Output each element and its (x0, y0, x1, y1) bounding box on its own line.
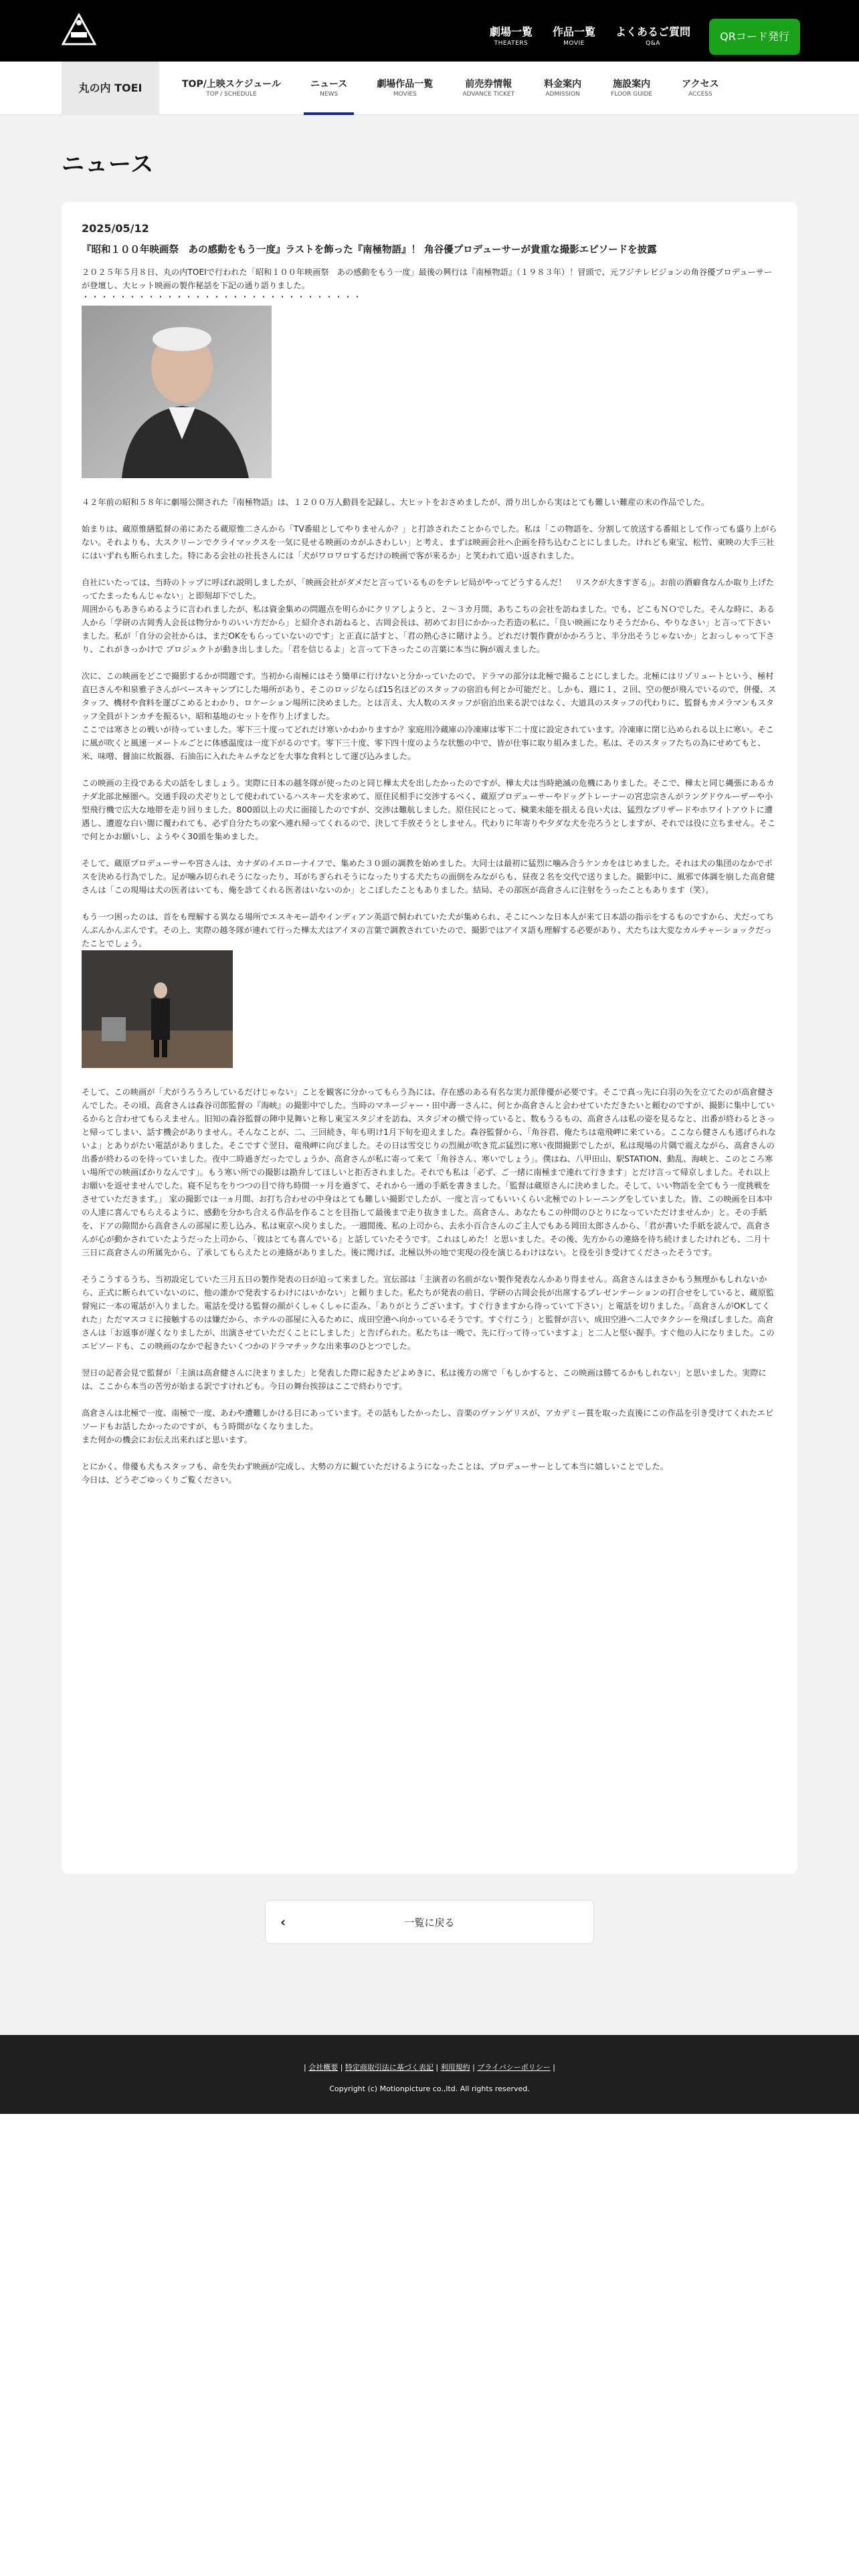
article-paragraph: とにかく、俳優も犬もスタッフも、命を失わず映画が完成し、大勢の方に観ていただけるようになったことは、プロデューサーとして本当に嬉しいことでした。 今日は、どうぞごゆっくりご覧ください。 (82, 1462, 668, 1485)
theater-home-tab[interactable]: 丸の内 TOEI (62, 62, 159, 115)
tab-advance-ticket[interactable]: 前売券情報 ADVANCE TICKET (462, 78, 515, 98)
article-paragraph: 高倉さんは北極で一度、南極で一度、あわや遭難しかける目にあっています。その話もしたかったし、音楽のヴァンゲリスが、アカデミー賞を取った直後にこの作品を引き受けてくれたエピソードもお話したかったのですが、もう時間がなくなりました。 また何かの機会にお伝え出来ればと思います。 (82, 1408, 774, 1444)
back-to-list-button[interactable]: ‹ 一覧に戻る (265, 1900, 594, 1944)
page-title: ニュース (62, 151, 155, 178)
footer-link-company[interactable]: 会社概要 (308, 2063, 339, 2072)
article-paragraph: この映画の主役である犬の話をしましょう。実際に日本の越冬隊が使ったのと同じ樺太犬を出したかったのですが、樺太犬は当時絶滅の危機にありました。そこで、樺太と同じ縄張にあるカナダ北部北極圏へ。交通手段の犬ぞりとして使われているハスキー犬を求めて、原住民相手に交渉するべく、蔵原プロデューサーやドッグトレーナーの宮忠宗さんがラングドウルーザーや小型飛行機で広大な地帯を走り回りました。800頭以上の犬に面接したのですが、交渉は難航しました。原住民にとって、穢業未能を損える良い犬は、猛烈なブリザードやホワイトアウトに遭遇し、遭遊な白い闇に覆われても、必ず自分たちの家へ連れ帰ってくれるので、決して手放そうとしません。代わりに年寄りや夕ダな犬を売ろうとしますが、それでは役に立ちません。そこで何とかお願いし、ようやく30頭を集めました。 (82, 778, 776, 841)
article-paragraph: そうこうするうち、当初設定していた三月五日の製作発表の日が迫って来ました。宣伝部は「主演者の名前がない製作発表なんかあり得ません。高倉さんはまさかもう無理かもしれないから、正式に断られていないのに、他の誰かで発表するわけにはいかない」と頼りました。私たちが発表の前日、学研の古岡会長が出席するプレゼンテーションの打合せをしていると、蔵原監督宛に一本の電話が入りました。電話を受ける監督の顔がくしゃくしゃに歪み、「ありがとうございます。すぐ行きますから待っていて下さい」と電話を切りました。「高倉さんがOKしてくれた」ただマスコミに接触するのは嫌だから、ホテルの部屋に入るために、成田空港へ向かっているそうです。すぐ行こう」と監督が言い、成田空港へ二人でタクシーを飛ばしました。高倉さんは「お返事が遅くなりましたが、出演させていただくことにしました」と告げられた。私たちは一晩で、先に行って待っていますよ」と二人と堅い握手。すぐ他の人になりました。このエピソードも、この映画のなかで起きたいくつかのドラマチックな出来事のひとつでした。 (82, 1275, 775, 1351)
theater-tabs (167, 62, 734, 115)
article-headline: 『昭和１００年映画祭 あの感動をもう一度』ラストを飾った『南極物語』！ 角谷優プロデューサーが貴重な撮影エピソードを披露 (82, 245, 657, 255)
divider-dots: ・・・・・・・・・・・・・・・・・・・・・・・・・・・・・・ (82, 292, 363, 302)
page-bottom-space (0, 2114, 859, 2576)
site-header (0, 0, 859, 62)
nav-movie[interactable]: 作品一覧 MOVIE (552, 25, 595, 47)
tab-top-schedule[interactable]: TOP/上映スケジュール TOP / SCHEDULE (182, 78, 281, 98)
tab-admission[interactable]: 料金案内 ADMISSION (544, 78, 582, 98)
logo-icon (62, 13, 96, 45)
speaker-photo (82, 306, 272, 478)
article-paragraph: 自社にいたっては、当時のトップに呼ばれ説明しましたが、「映画会社がダメだと言っているものをテレビ局がやってどうするんだ！ リスクが大きすぎる」。お前の酒癖食なんか取り上げたってたまったもんじゃない」と即刻却下でした。 周囲からもあきらめるように言われましたが、私は資金集めの問題点を明らかにクリアしようと、２～３カ月間、あちこちの会社を訪ねました。でも、どこもＮＯでした。そんな時に、ある人から「学研の古岡秀人会長は物分かりのいい方だから」と紹介され訪ねると、古岡会長は、初めてお目にかかった若造の私に、「良い映画になりそうだから、やりなさい」と言って下さいました。私が「自分の会社からは、まだOKをもらっていないのです」と正直に話すと、「君の熱心さに賭けよう。どれだけ製作費がかかろうと、半分出そうじゃないか」とおっしゃって下さり、これがきっかけで プロジェクトが動き出しました。「君を信じるよ」と言って下さったこの言葉に本当に胸が震えました。 (82, 578, 775, 654)
tab-movies[interactable]: 劇場作品一覧 MOVIES (377, 78, 434, 98)
copyright: Copyright (c) Motionpicture co.,ltd. All rights reserved. (329, 2084, 530, 2093)
tab-news[interactable]: ニュース NEWS (296, 62, 362, 115)
footer-link-privacy[interactable]: プライバシーポリシー (477, 2063, 551, 2072)
article-paragraph: ４２年前の昭和５８年に劇場公開された『南極物語』は、１２００万人動員を記録し、大ヒットをおさめましたが、滑り出しから実はとても難しい難産の末の作品でした。 (82, 498, 710, 507)
tab-floor-guide[interactable]: 施設案内 FLOOR GUIDE (611, 78, 653, 98)
site-logo[interactable] (62, 13, 96, 45)
article-paragraph: 次に、この映画をどこで撮影するかが問題です。当初から南極にはそう簡単に行けないと分かっていたので、ドラマの部分は北極で撮ることにしました。北極にはリゾリュートという、極村直巳さんや和泉雅子さんがベースキャンプにした場所があり、そこのロッジならば15名ほどのスタッフの宿泊も何とか可能だと。しかも、週に１、２回、空の便が飛んでいるので、併優、スタッフ、機材や食料を運びこめるとわかり、ロケーション場所に決めました。とは言え、大人数のスタッフが宿泊出来る訳ではなく、大道具のスタッフの代わりに、監督もカメラマンもスタッフ全員がトンカチを振るい、昭和基地のセットを作り上げました。 ここでは寒さとの戦いが待っていました。零下三十度ってどれだけ寒いかわかりますか？家庭用冷蔵庫の冷凍庫は零下二十度に設定されています。冷凍庫に閉じ込められる以上に寒い。そこに風が吹くと風速一メートルごとに体感温度は一度下がるのです。零下三十度、零下四十度のような状態の中で、皆が仕事に取り組みました。私は、そのスタッフたちの為にせめてもと、米、味噌、醤油に炊飯器、石油缶に入れたキムチなどを大事な食料として運び込みました。 (82, 671, 777, 761)
article-paragraph: もう一つ困ったのは、首をも理解する異なる場所でエスキモー語やインディアン英語で飼われていた犬が集められ、そこにヘンな日本人が来て日本語の指示をするものですから、犬だってちんぷんかんぷんです。その上、実際の越冬隊が連れて行った樺太犬はアイヌの言葉で調教されていたので、撮影ではアイヌ語も理解する必要があり、犬たちは大変なカルチャーショックだったことでしょう。 (82, 912, 774, 948)
footer-links: | 会社概要 | 特定商取引法に基づく表記 | 利用規約 | プライバシーポリシー | (304, 2063, 555, 2072)
article-paragraph: そして、この映画が「犬がうろうろしているだけじゃない」ことを観客に分かってもらう為には、存在感のある有名な実力派俳優が必要です。そこで真っ先に白羽の矢を立てたのが高倉健さんでした。その頃、高倉さんは森谷司郎監督の『海峡』の撮影中でした。当時のマネージャー・田中壽一さんに、何とか高倉さんと会わせていただきたいと頼むのですが、撮影に集中しているからと合わせてもらえません。旧知の森谷監督の陣中見舞いと称し東宝スタジオを訪ね、スタジオの横で待っていると、数もうるもの、高倉さんは私の姿を見るなと、出番が終わるとさっと帰ってしまい、話す機会がありません。そんなことが、二、三回続き、年も明け1月下旬を迎えました。森谷監督から、「角谷君、俺たちは竜飛岬に来ている。ここなら健さんも逃げられないよ」とありがたい電話がありました。そこですぐ翌日、竜飛岬に向びました。その日は雪交じりの烈風が吹き荒ぶ猛烈に寒い夜間撮影でしたが、私は現場の片隅で震えながら、高倉さんの出番が終わるのを待っていました。夜中二時過ぎだったでしょうか、高倉さんが私に寄って来て「角谷さん、寒いでしょう」。僕はね、八甲田山、駅STATION、動乱、海峡と、このところ寒い場所での映画ばかりなんです」。もう寒い所での撮影は勘弁してほしいと拒否されました。それでも私は「必ず、ご一緒に南極まで連れて行きます」とだけ言って帰京しました。それ以上お願いを返せませんでした。寝不足ちをりつつの目で待ち時間一ヶ月を過ぎて、それから一通の手紙を書きました。「監督は蔵原さんに決めました。そして、いい物語を全てもう一度挑戦をさせていただきます。」 家の撮影では一ヵ月間、お打ち合わせの中身はとても難しい撮影でしたが、一度と言ってもいいくらい北極でのトレーニングをしていました。皆、この映画を日本中の人達に喜んでもらえるように、感動を分かち合える作品を作ることを目指して最後まで走り抜きました。高倉さん、あなたもこの仲間のひとりになっていただけませんか」と。その手紙を、ドアの隙間から高倉さんの部屋に差し込み、私は東京へ戻りました。一週間後、私の上司から、去永小百合さんのご主人でもある岡田太郎さんから、「君が書いた手紙を読んで、高倉さんが心が動かされていたようだった上司から、「彼はとても喜んでいる」と話していたそうです。これはしめた！と思いました。その後、先方からの連絡を待ち続けましたけれども、二月十三日に高倉さんの所属先から、了承してもらえたとの連絡がありました。後に聞けば、北極以外の地で実現の役を演じるわけはない。と役を引き受けてくださったそうです。 (82, 1087, 776, 1257)
article-paragraph: ２０２５年５月８日、丸の内TOEIで行われた「昭和１００年映画祭 あの感動をもう一度」最後の興行は『南極物語』（１９８３年）！冒頭で、元フジテレビジョンの角谷優プロデューサーが登壇し、大ヒット映画の製作秘話を下記の通り語りました。 (82, 267, 773, 290)
nav-qa[interactable]: よくあるご質問 Q&A (615, 25, 690, 47)
article-paragraph: 始まりは、蔵原惟繕監督の弟にあたる蔵原惟二さんから「TV番組としてやりませんか？」と打診されたことからでした。私は「この物語を、分割して放送する番組として作っても盛り上がらない。それよりも、大スクリーンでクライマックスを一気に見せる映画のカがふさわしい」と考え、まずは映画会社へ企画を持ち込むことにしました。けれども東宝、松竹、東映の大手三社にはいずれも断られました。特にある会社の社長さんには「犬がワロワロするだけの映画で客が来るか」と笑われて追い返されました。 (82, 524, 777, 560)
chevron-left-icon: ‹ (280, 1914, 286, 1930)
site-footer (0, 2035, 859, 2114)
tab-access[interactable]: アクセス ACCESS (682, 78, 719, 98)
article-date: 2025/05/12 (82, 222, 149, 235)
nav-theaters[interactable]: 劇場一覧 THEATERS (489, 25, 533, 47)
news-article (62, 202, 797, 1874)
article-paragraph: 翌日の記者会見で監督が「主演は高倉健さんに決まりました」と発表した際に起きたどよめきに、私は後方の席で「もしかすると、この映画は勝てるかもしれない」と思いました。実際には、ここから本当の苦労が始まる訳ですけれども。今日の舞台挨拶はここで終わりです。 (82, 1368, 767, 1391)
article-paragraph: そして、蔵原プロデューサーや宮さんは、カナダのイエローナイフで、集めた３０頭の調教を始めました。大同士は最初に猛烈に噛み合うケンカをはじめました。それは犬の集団のなかでボスを決める行為でした。足が噛み切られそうになったり、耳がちぎられそうになったりする犬たちの面倒をみながらも、昼夜２名を交代で送りました。撮影中に、風邪で体調を崩した高倉健さんは「この現場は犬の医者はいても、俺を診てくれる医者はいないのか」とこぼしたこともありました。結局、その部医が高倉さんに注射をうったこともあります（笑）。 (82, 859, 775, 895)
footer-link-terms[interactable]: 利用規約 (440, 2063, 470, 2072)
theater-tabbar (0, 62, 859, 115)
qr-code-button[interactable]: QRコード発行 (709, 19, 800, 55)
footer-link-tokushoho[interactable]: 特定商取引法に基づく表記 (345, 2063, 434, 2072)
top-navigation (470, 19, 800, 55)
stage-photo (82, 950, 233, 1068)
